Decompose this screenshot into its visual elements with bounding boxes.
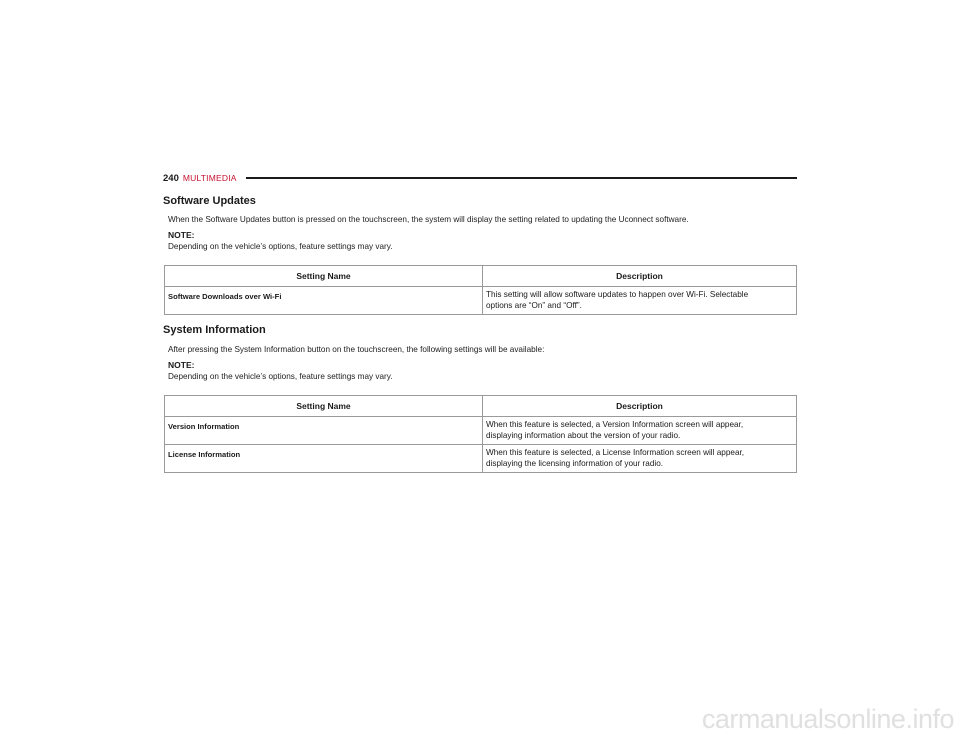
setting-description-cell (483, 417, 797, 445)
section-name: MULTIMEDIA (182, 173, 237, 183)
setting-name-cell: Software Downloads over Wi-Fi (165, 287, 483, 315)
header-rule (246, 177, 797, 180)
setting-name-cell: Version Information (165, 417, 483, 445)
table-row (165, 445, 797, 473)
system-information-table (164, 395, 797, 473)
description-line: displaying information about the version of your radio. (486, 430, 681, 440)
table-row (165, 287, 797, 315)
software-updates-note-text: Depending on the vehicle’s options, feature settings may vary. (168, 242, 393, 251)
system-information-note-text: Depending on the vehicle’s options, feature settings may vary. (168, 372, 393, 381)
column-header-description: Description (483, 396, 797, 417)
table-row (165, 417, 797, 445)
column-header-setting-name: Setting Name (165, 266, 483, 287)
setting-name-cell: License Information (165, 445, 483, 473)
description-line: When this feature is selected, a License Information screen will appear, (486, 448, 745, 457)
description-line: When this feature is selected, a Version Information screen will appear, (486, 420, 744, 429)
software-updates-table (164, 265, 797, 315)
setting-description-cell (483, 445, 797, 473)
page-header (163, 171, 797, 185)
watermark: carmanualsonline.info (701, 704, 954, 734)
software-updates-note-label: NOTE: (168, 230, 195, 240)
system-information-intro: After pressing the System Information button on the touchscreen, the following settings will be available: (168, 345, 545, 354)
column-header-description: Description (483, 266, 797, 287)
table-header-row (165, 266, 797, 287)
system-information-title: System Information (163, 324, 266, 336)
description-line: This setting will allow software updates to happen over Wi-Fi. Selectable (486, 290, 749, 299)
table-header-row (165, 396, 797, 417)
setting-description-cell (483, 287, 797, 315)
system-information-note-label: NOTE: (168, 360, 195, 370)
software-updates-title: Software Updates (163, 195, 256, 207)
page-number: 240 (163, 172, 179, 184)
software-updates-intro: When the Software Updates button is pressed on the touchscreen, the system will display the setting related to updating the Uconnect software. (168, 215, 689, 224)
description-line: displaying the licensing information of your radio. (486, 458, 664, 468)
description-line: options are “On” and “Off”. (486, 300, 582, 310)
column-header-setting-name: Setting Name (165, 396, 483, 417)
